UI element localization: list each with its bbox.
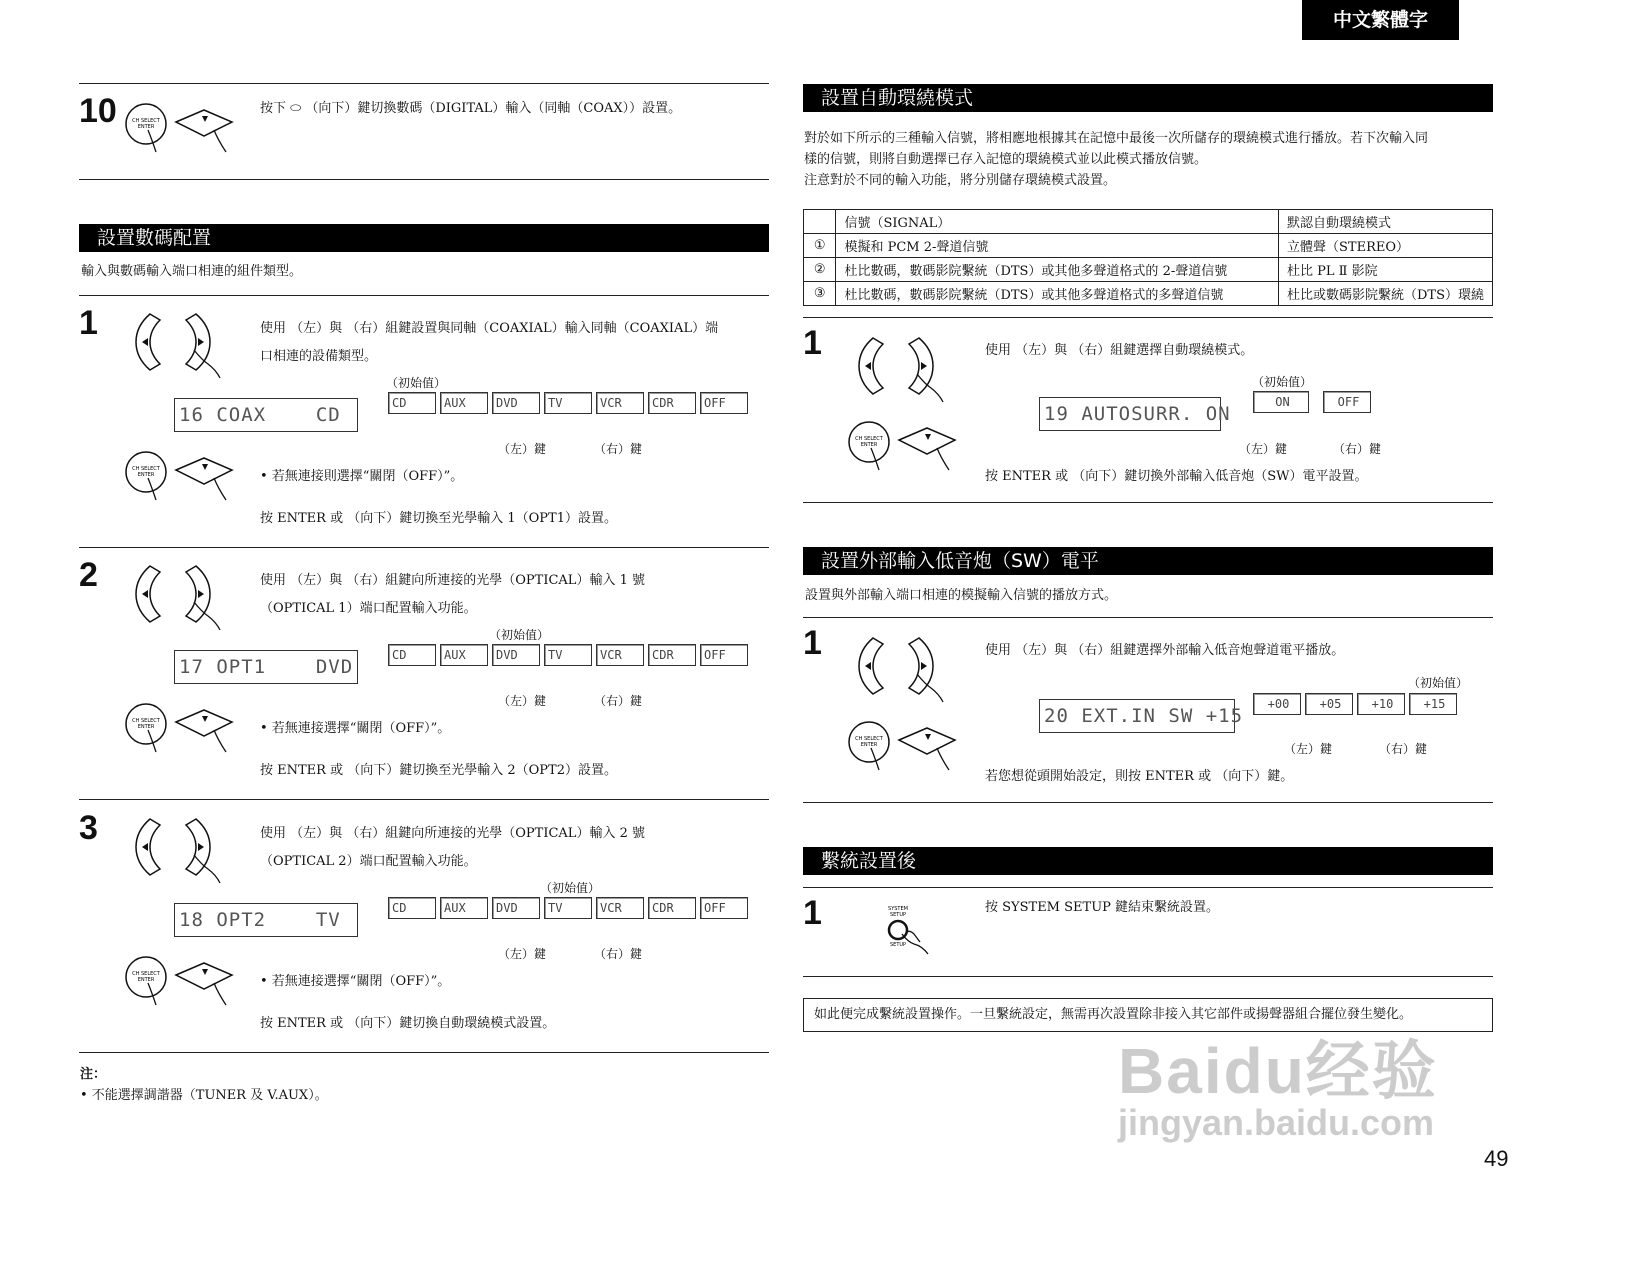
no-connection-note: • 若無連接選擇“關閉（OFF）”。	[260, 974, 451, 989]
lcd-display: 17 OPT1 DVD	[174, 650, 358, 684]
option-dvd: DVD	[492, 392, 540, 414]
divider	[79, 83, 769, 84]
step-line-1: 使用 （左）與 （右）組鍵設置與同軸（COAXIAL）輸入同軸（COAXIAL）端	[260, 321, 719, 336]
left-key-label: （左）鍵	[1239, 442, 1288, 456]
option-00: +00	[1253, 693, 1301, 715]
step-line-2: （OPTICAL 2）端口配置輸入功能。	[260, 854, 477, 869]
divider	[803, 976, 1493, 977]
initial-value-label: （初始值）	[540, 881, 601, 895]
svg-text:SETUP: SETUP	[890, 942, 907, 948]
step-number: 2	[79, 556, 98, 594]
auto-intro-line-3: 注意對於不同的輸入功能，將分別儲存環繞模式設置。	[804, 173, 1117, 188]
enter-down-remote-icon	[124, 700, 244, 760]
svg-text:CH SELECT: CH SELECT	[132, 466, 160, 472]
table-row	[804, 258, 1493, 282]
final-note-box: 如此便完成繫統設置操作。一旦繫統設定，無需再次設置除非接入其它部件或揚聲器組合擺位發生變化。	[803, 998, 1493, 1032]
left-right-keys-icon	[128, 562, 238, 632]
enter-down-remote-icon	[847, 718, 967, 778]
no-connection-note: • 若無連接選擇“關閉（OFF）”。	[260, 721, 451, 736]
svg-text:CH SELECT: CH SELECT	[132, 718, 160, 724]
option-aux: AUX	[440, 392, 488, 414]
option-cdr: CDR	[648, 392, 696, 414]
option-aux: AUX	[440, 644, 488, 666]
step-number: 1	[803, 894, 822, 932]
watermark-line-2: jingyan.baidu.com	[1118, 1102, 1435, 1143]
svg-text:SETUP: SETUP	[889, 912, 907, 918]
lcd-display: 18 OPT2 TV	[174, 903, 358, 937]
table-cell: 杜比或數碼影院繫統（DTS）環繞	[1279, 282, 1493, 306]
section-title-auto-surround: 設置自動環繞模式	[803, 84, 1493, 112]
divider	[79, 799, 769, 800]
option-off: OFF	[700, 897, 748, 919]
left-key-label: （左）鍵	[1284, 742, 1333, 756]
step10-text: 按下 ⬭ （向下）鍵切換數碼（DIGITAL）輸入（同軸（COAX））設置。	[260, 101, 682, 116]
digital-intro: 輸入與數碼輸入端口相連的組件類型。	[81, 264, 303, 279]
left-right-keys-icon	[851, 634, 961, 704]
left-key-label: （左）鍵	[498, 947, 547, 961]
divider	[803, 887, 1493, 888]
auto-options	[1253, 391, 1371, 413]
auto-intro-line-2: 樣的信號，則將自動選擇已存入記憶的環繞模式並以此模式播放信號。	[804, 152, 1208, 167]
auto-initial-label: （初始值）	[1252, 375, 1313, 389]
auto-lcd-display: 19 AUTOSURR. ON	[1039, 397, 1221, 431]
sw-options	[1253, 693, 1457, 715]
sw-intro: 設置與外部輸入端口相連的模擬輸入信號的播放方式。	[805, 588, 1118, 603]
option-off: OFF	[700, 392, 748, 414]
table-row	[804, 234, 1493, 258]
initial-value-label: （初始值）	[386, 376, 447, 390]
left-right-keys-icon	[128, 310, 238, 380]
option-tv: TV	[544, 392, 592, 414]
svg-text:ENTER: ENTER	[137, 472, 155, 478]
table-cell: ①	[804, 234, 836, 258]
divider	[803, 502, 1493, 503]
svg-text:ENTER: ENTER	[137, 977, 155, 983]
input-options	[388, 897, 748, 919]
table-cell: 杜比數碼，數碼影院繫統（DTS）或其他多聲道格式的 2-聲道信號	[836, 258, 1279, 282]
enter-down-remote-icon	[124, 953, 244, 1013]
step-number: 10	[79, 92, 117, 130]
divider	[803, 802, 1493, 803]
divider	[79, 295, 769, 296]
enter-instruction: 按 ENTER 或 （向下）鍵切換至光學輸入 1（OPT1）設置。	[260, 511, 617, 526]
left-key-label: （左）鍵	[498, 694, 547, 708]
right-key-label: （右）鍵	[594, 442, 643, 456]
option-cdr: CDR	[648, 897, 696, 919]
after-step-text: 按 SYSTEM SETUP 鍵結束繫統設置。	[985, 900, 1220, 915]
option-cd: CD	[388, 392, 436, 414]
svg-text:ENTER: ENTER	[860, 442, 878, 448]
auto-intro-line-1: 對於如下所示的三種輸入信號，將相應地根據其在記憶中最後一次所儲存的環繞模式進行播放。若下次輸入同	[804, 131, 1429, 146]
table-cell: 杜比數碼，數碼影院繫統（DTS）或其他多聲道格式的多聲道信號	[836, 282, 1279, 306]
table-cell: ②	[804, 258, 836, 282]
step-number: 1	[803, 624, 822, 662]
step-line-1: 使用 （左）與 （右）組鍵向所連接的光學（OPTICAL）輸入 1 號	[260, 573, 645, 588]
divider	[803, 617, 1493, 618]
enter-instruction: 按 ENTER 或 （向下）鍵切換自動環繞模式設置。	[260, 1016, 556, 1031]
step-number: 1	[803, 324, 822, 362]
option-vcr: VCR	[596, 897, 644, 919]
svg-text:CH SELECT: CH SELECT	[132, 971, 160, 977]
note-title: 注：	[80, 1067, 107, 1082]
option-cd: CD	[388, 644, 436, 666]
sw-step-text: 使用 （左）與 （右）組鍵選擇外部輸入低音炮聲道電平播放。	[985, 643, 1345, 658]
enter-down-remote-icon	[124, 448, 244, 508]
step-line-2: （OPTICAL 1）端口配置輸入功能。	[260, 601, 477, 616]
table-header-row	[804, 210, 1493, 234]
right-key-label: （右）鍵	[1379, 742, 1428, 756]
option-tv: TV	[544, 897, 592, 919]
table-cell: 立體聲（STEREO）	[1279, 234, 1493, 258]
option-vcr: VCR	[596, 392, 644, 414]
left-right-keys-icon	[128, 815, 238, 885]
step-number: 1	[79, 304, 98, 342]
option-on: ON	[1253, 391, 1309, 413]
table-cell	[804, 210, 836, 234]
svg-text:SYSTEM: SYSTEM	[888, 906, 908, 912]
table-cell: 杜比 PL Ⅱ 影院	[1279, 258, 1493, 282]
input-options	[388, 644, 748, 666]
option-aux: AUX	[440, 897, 488, 919]
divider	[79, 179, 769, 180]
page-number: 49	[1484, 1146, 1509, 1171]
note-text: • 不能選擇調諧器（TUNER 及 V.AUX）。	[80, 1088, 328, 1103]
svg-text:CH SELECT: CH SELECT	[132, 118, 160, 124]
auto-step-text: 使用 （左）與 （右）組鍵選擇自動環繞模式。	[985, 343, 1254, 358]
enter-instruction: 按 ENTER 或 （向下）鍵切換至光學輸入 2（OPT2）設置。	[260, 763, 617, 778]
input-options	[388, 392, 748, 414]
svg-text:ENTER: ENTER	[860, 742, 878, 748]
step-number: 3	[79, 809, 98, 847]
initial-value-label: （初始值）	[489, 628, 550, 642]
table-cell: 信號（SIGNAL）	[836, 210, 1279, 234]
enter-down-remote-icon	[124, 100, 244, 160]
option-off: OFF	[1323, 391, 1371, 413]
option-05: +05	[1305, 693, 1353, 715]
right-key-label: （右）鍵	[1333, 442, 1382, 456]
sw-initial-label: （初始值）	[1408, 676, 1469, 690]
sw-enter-text: 若您想從頭開始設定，則按 ENTER 或 （向下）鍵。	[985, 769, 1294, 784]
option-tv: TV	[544, 644, 592, 666]
option-10: +10	[1357, 693, 1405, 715]
language-tab: 中文繁體字	[1302, 0, 1459, 40]
table-cell: ③	[804, 282, 836, 306]
option-cdr: CDR	[648, 644, 696, 666]
divider	[79, 1052, 769, 1053]
option-dvd: DVD	[492, 644, 540, 666]
lcd-display: 16 COAX CD	[174, 398, 358, 432]
step-line-1: 使用 （左）與 （右）組鍵向所連接的光學（OPTICAL）輸入 2 號	[260, 826, 645, 841]
svg-text:CH SELECT: CH SELECT	[855, 736, 883, 742]
table-cell: 默認自動環繞模式	[1279, 210, 1493, 234]
divider	[803, 317, 1493, 318]
svg-text:CH SELECT: CH SELECT	[855, 436, 883, 442]
option-cd: CD	[388, 897, 436, 919]
table-cell: 模擬和 PCM 2-聲道信號	[836, 234, 1279, 258]
option-off: OFF	[700, 644, 748, 666]
right-key-label: （右）鍵	[594, 947, 643, 961]
auto-enter-text: 按 ENTER 或 （向下）鍵切換外部輸入低音炮（SW）電平設置。	[985, 469, 1368, 484]
left-right-keys-icon	[851, 334, 961, 404]
right-key-label: （右）鍵	[594, 694, 643, 708]
option-dvd: DVD	[492, 897, 540, 919]
svg-text:ENTER: ENTER	[137, 724, 155, 730]
section-title-after-setup: 繫統設置後	[803, 847, 1493, 875]
step-line-2: 口相連的設備類型。	[260, 349, 378, 364]
option-15: +15	[1409, 693, 1457, 715]
no-connection-note: • 若無連接則選擇“關閉（OFF）”。	[260, 469, 464, 484]
left-key-label: （左）鍵	[498, 442, 547, 456]
enter-down-remote-icon	[847, 418, 967, 478]
section-title-digital: 設置數碼配置	[79, 224, 769, 252]
divider	[79, 547, 769, 548]
section-title-sw-level: 設置外部輸入低音炮（SW）電平	[803, 547, 1493, 575]
option-vcr: VCR	[596, 644, 644, 666]
sw-lcd-display: 20 EXT.IN SW +15	[1039, 699, 1235, 733]
system-setup-button-icon	[876, 902, 936, 958]
table-row	[804, 282, 1493, 306]
watermark-line-1: Baidu经验	[1118, 1035, 1438, 1107]
svg-text:ENTER: ENTER	[137, 124, 155, 130]
signal-table	[803, 209, 1493, 306]
